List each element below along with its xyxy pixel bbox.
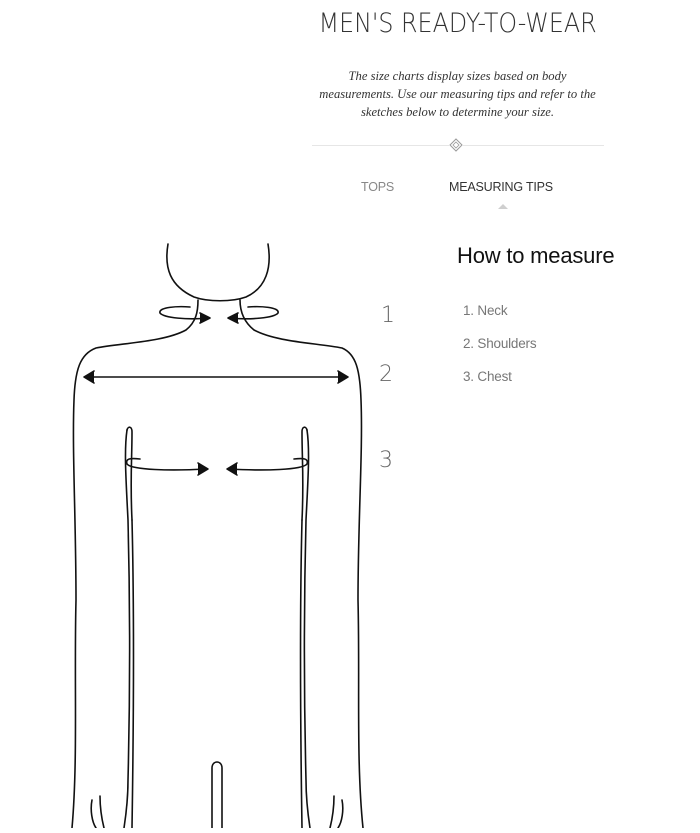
measurement-steps-list xyxy=(463,302,536,401)
chest-measure-right xyxy=(229,459,307,470)
hand-left xyxy=(91,796,104,828)
tab-tops[interactable]: TOPS xyxy=(361,180,395,194)
neck-arrow-right xyxy=(228,313,238,323)
intro-text: The size charts display sizes based on body measurements. Use our measuring tips and refer to the sketches below to determine your size. xyxy=(319,69,596,119)
tab-measuring-tips[interactable]: MEASURING TIPS xyxy=(449,180,553,194)
page-title: MEN'S READY-TO-WEAR xyxy=(318,8,597,39)
inner-arm-left xyxy=(124,430,130,828)
neck-arrow-left xyxy=(200,313,210,323)
active-tab-indicator xyxy=(498,204,508,209)
chest-arrow-left xyxy=(198,463,208,475)
how-to-measure-heading: How to measure xyxy=(457,243,615,268)
head-outline xyxy=(167,244,269,301)
size-tabs xyxy=(0,180,700,210)
divider-ornament-icon xyxy=(449,138,463,152)
shoulder-arrow-right xyxy=(338,371,348,383)
step-shoulders: 2. Shoulders xyxy=(463,336,537,351)
chest-measure-left xyxy=(127,459,206,470)
hand-right xyxy=(330,796,343,828)
chest-arrow-right xyxy=(227,463,237,475)
marker-chest: 3 xyxy=(379,448,393,473)
shoulder-arrow-left xyxy=(84,371,94,383)
step-neck: 1. Neck xyxy=(463,303,508,318)
marker-neck: 1 xyxy=(381,303,395,328)
inner-arm-right xyxy=(305,430,311,828)
body-sketch xyxy=(0,240,370,828)
marker-shoulders: 2 xyxy=(379,362,393,387)
body-side-left xyxy=(132,520,134,828)
body-side-right xyxy=(301,520,303,828)
step-chest: 3. Chest xyxy=(463,369,512,384)
leg-gap xyxy=(212,762,222,828)
